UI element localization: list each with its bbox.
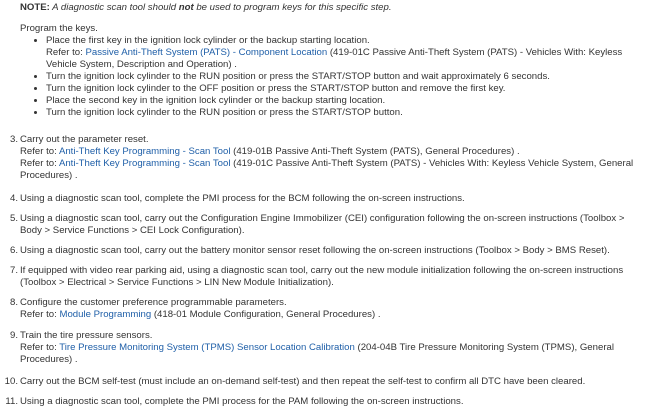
refer-label: Refer to: [20,146,59,157]
step-number: 7. [9,265,18,276]
step-text: Using a diagnostic scan tool, complete the PMI process for the BCM following the on-screen instructions. [20,193,465,204]
note-text-b: be used to program keys for this specific step. [193,2,392,13]
anti-theft-key-programming-keyless-link[interactable]: Anti-Theft Key Programming - Scan Tool [58,158,231,169]
step-text: Using a diagnostic scan tool, carry out the Configuration Engine Immobilizer (CEI) configuration following the on-screen instructions (Toolbox > Body > Service Functions > CEI Lock Configuration). [20,213,625,236]
anti-theft-key-programming-link[interactable]: Anti-Theft Key Programming - Scan Tool [58,146,231,157]
list-item: • Turn the ignition lock cylinder to the RUN position or press the START/STOP button and wait approximately 6 seconds. [46,71,645,83]
note [20,2,392,14]
program-keys-intro: Program the keys. [20,23,98,34]
bullet-text: Place the first key in the ignition lock cylinder or the backup starting location. [46,35,370,46]
note-text-bold: not [178,2,194,13]
note-text-a: A diagnostic scan tool should [49,2,179,13]
list-item [46,35,645,71]
refer-label: Refer to: [20,342,60,353]
program-keys-block [20,23,645,119]
refer-rest: (204-04B Tire Pressure Monitoring System (TPMS), General Procedures) . [20,342,614,365]
step-number: 4. [9,193,18,204]
step-number: 10. [4,376,18,387]
step-number: 6. [9,245,18,256]
refer-label: Refer to: [20,158,59,169]
tpms-sensor-calibration-link[interactable]: Tire Pressure Monitoring System (TPMS) Sensor Location Calibration [59,342,355,353]
step-text: Configure the customer preference programmable parameters. [20,297,287,308]
step-number: 5. [9,213,18,224]
step-text: If equipped with video rear parking aid, using a diagnostic scan tool, carry out the new module initialization following the on-screen instructions (Toolbox > Electrical > Service Functions > LIN New Module Initialization). [20,265,624,288]
note-label: NOTE: [20,2,50,13]
module-programming-link[interactable]: Module Programming [59,309,152,320]
refer-label: Refer to: [20,309,60,320]
step-number: 9. [9,330,18,341]
list-item: • Turn the ignition lock cylinder to the RUN position or press the START/STOP button. [46,107,645,119]
step-text: Using a diagnostic scan tool, carry out the battery monitor sensor reset following the on-screen instructions (Toolbox > Body > BMS Reset). [20,245,610,256]
step-number: 8. [9,297,18,308]
program-keys-list [20,35,645,119]
step-number: 3. [9,134,18,145]
step-text: Carry out the BCM self-test (must include an on-demand self-test) and then repeat the self-test to confirm all DTC have been cleared. [20,376,586,387]
refer-rest: (418-01 Module Configuration, General Procedures) . [151,309,381,320]
refer-rest: (419-01C Passive Anti-Theft System (PATS) - Vehicles With: Keyless Vehicle System, General Procedures) . [20,158,634,181]
refer-rest: (419-01B Passive Anti-Theft System (PATS), General Procedures) . [230,146,520,157]
pats-component-location-link[interactable]: Passive Anti-Theft System (PATS) - Component Location [85,47,328,58]
step-number: 11. [5,396,18,407]
step-text: Train the tire pressure sensors. [20,330,153,341]
refer-label: Refer to: [46,47,86,58]
refer-rest: (419-01C Passive Anti-Theft System (PATS) - Vehicles With: Keyless Vehicle System, Description and Operation) . [46,47,623,70]
step-text: Carry out the parameter reset. [20,134,149,145]
list-item: • Turn the ignition lock cylinder to the OFF position or press the START/STOP button and remove the first key. [46,83,645,95]
list-item: • Place the second key in the ignition lock cylinder or the backup starting location. [46,95,645,107]
step-text: Using a diagnostic scan tool, complete the PMI process for the PAM following the on-screen instructions. [20,396,464,407]
